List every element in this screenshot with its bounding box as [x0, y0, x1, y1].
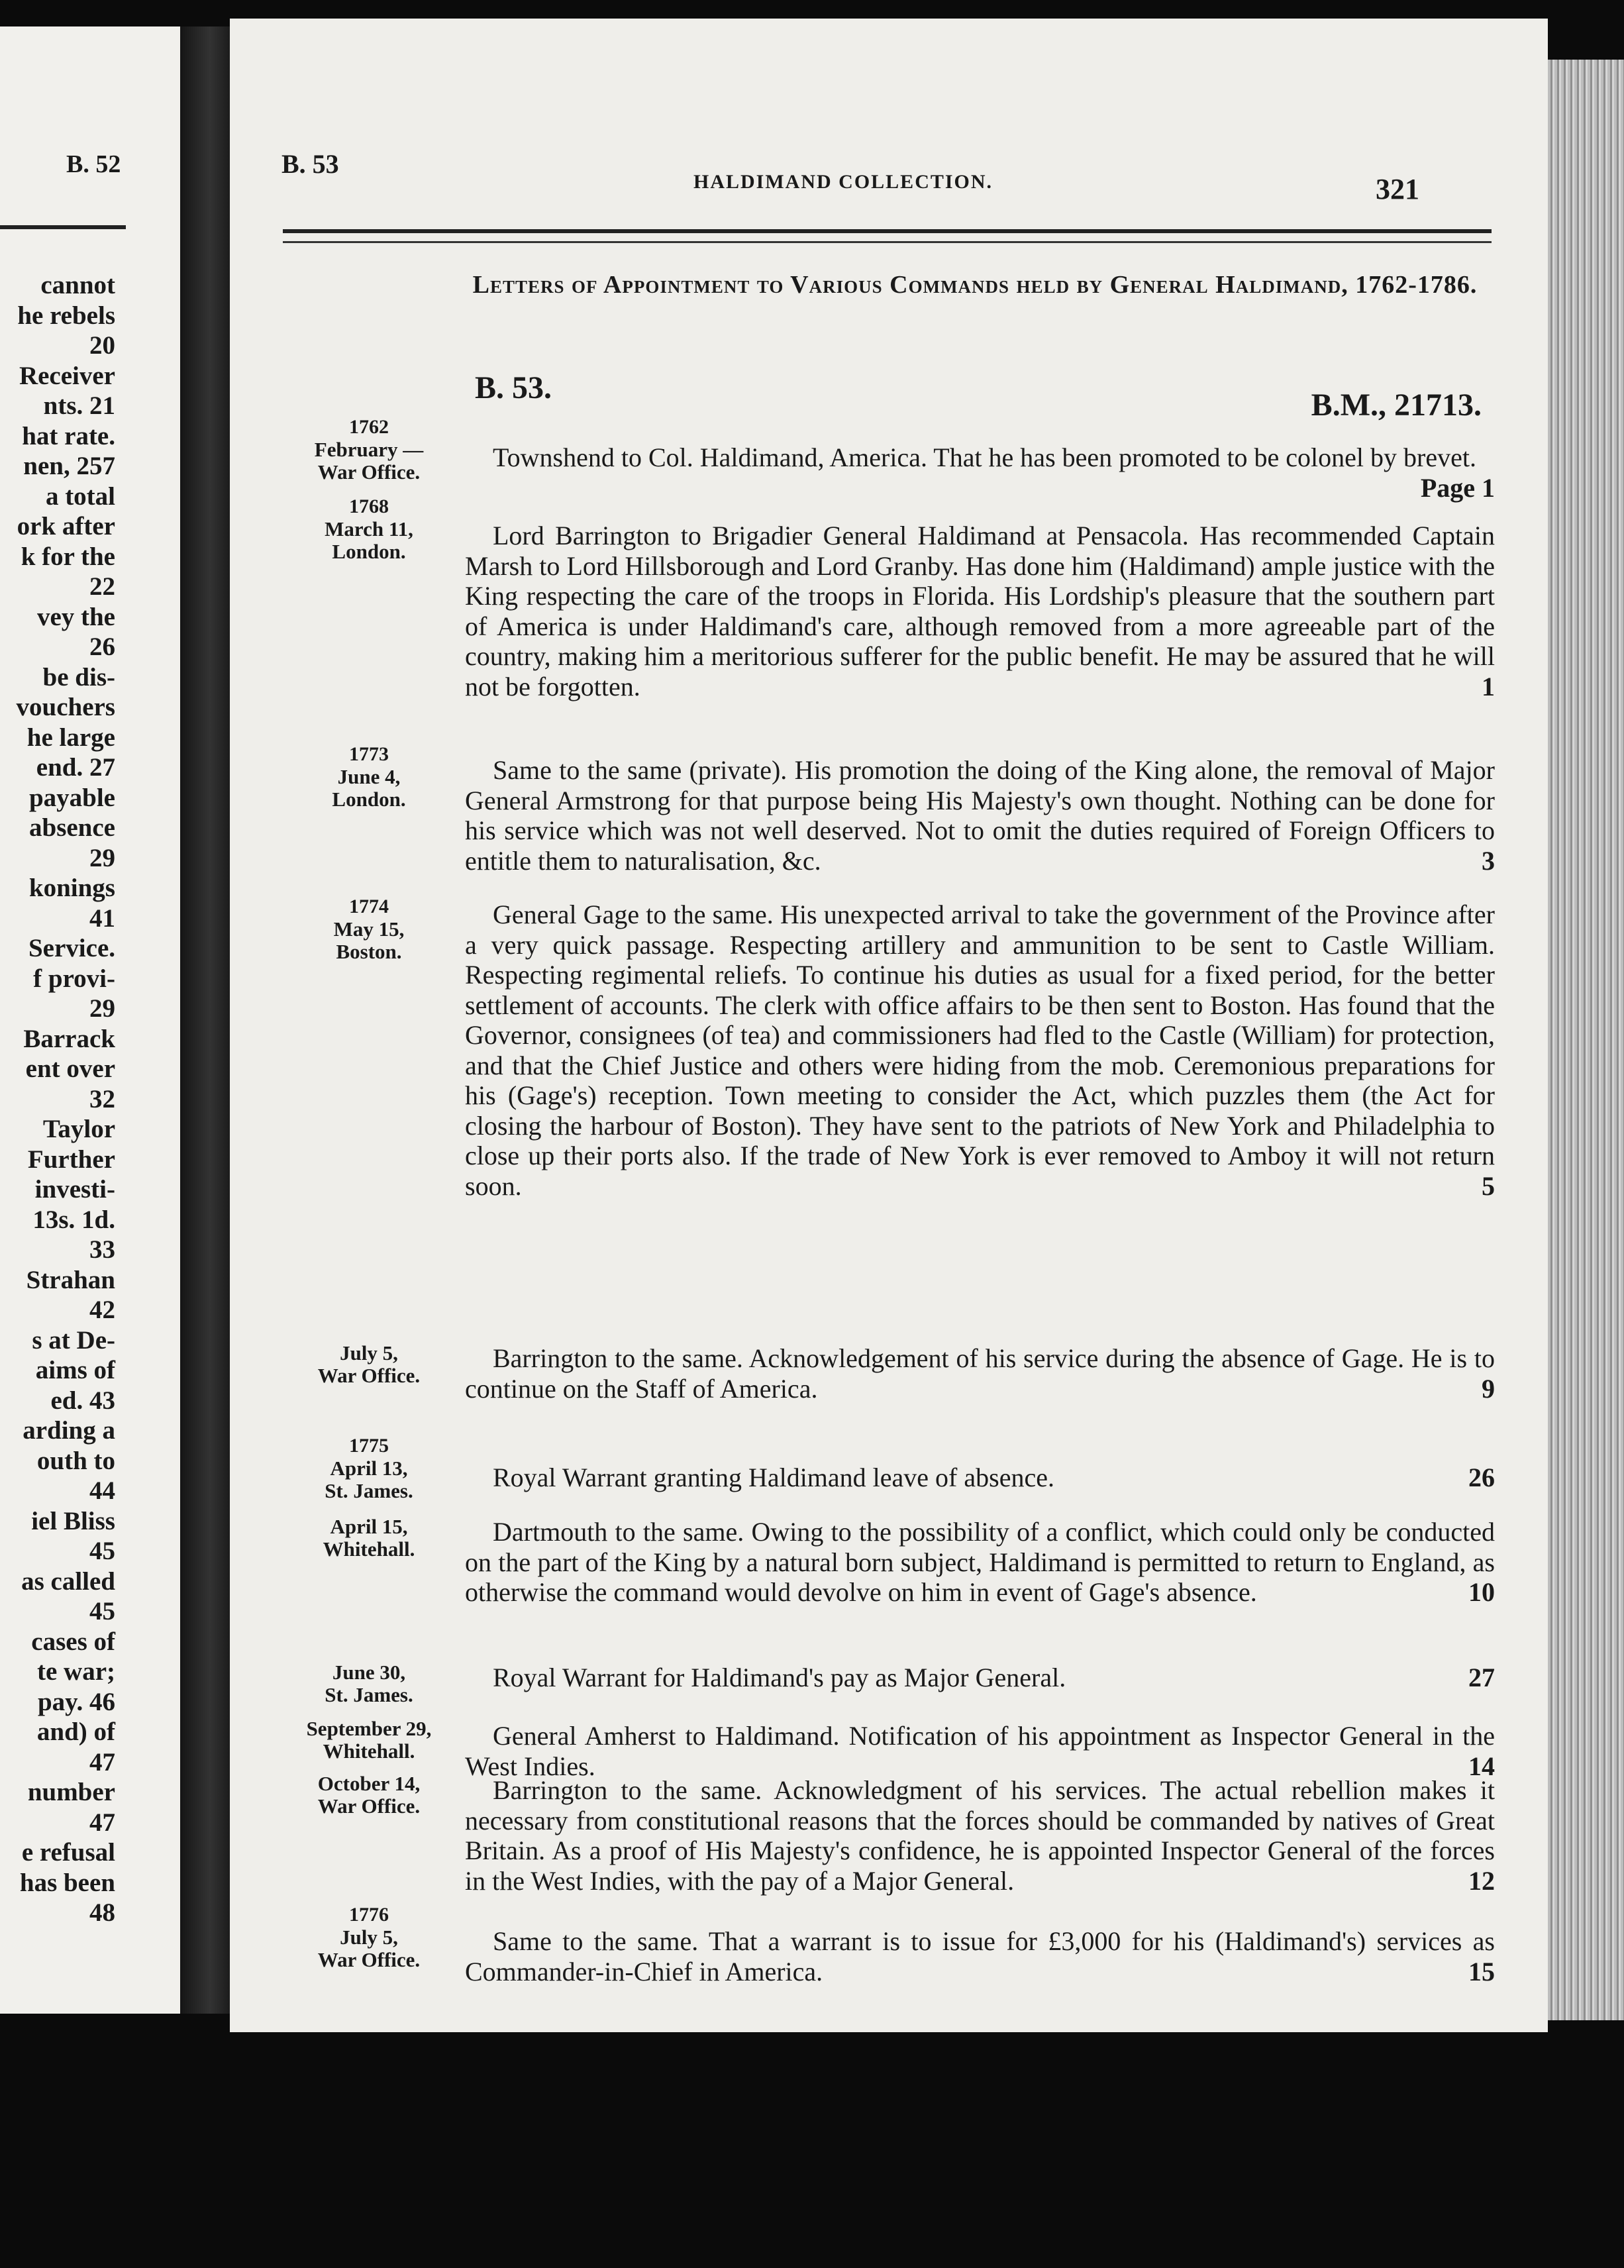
entry-place: St. James.	[325, 1683, 413, 1706]
previous-page-line: ent over	[25, 1055, 115, 1083]
previous-page-line: 42	[89, 1296, 115, 1324]
book-gutter	[180, 26, 230, 2014]
previous-page-line: absence	[29, 813, 115, 842]
entry-year: 1762	[349, 416, 389, 438]
entry-date-note	[270, 1661, 468, 1706]
entry-text: Townshend to Col. Haldimand, America. That he has been promoted to be colonel by brevet.	[493, 442, 1476, 472]
entry-page-ref: 5	[1482, 1170, 1495, 1201]
entry-place: War Office.	[317, 1794, 421, 1818]
entry-date-note	[270, 1342, 468, 1387]
previous-page-line: nts. 21	[43, 391, 115, 420]
entry-page-ref: 27	[1468, 1663, 1495, 1692]
previous-page-line: arding a	[23, 1416, 115, 1445]
entry-text: Royal Warrant for Haldimand's pay as Major General.	[493, 1663, 1066, 1692]
previous-page-line: 32	[89, 1084, 115, 1113]
entry-date-note	[270, 1773, 468, 1818]
previous-page-line: payable	[28, 783, 115, 812]
previous-page-line: Barrack	[23, 1024, 115, 1053]
previous-page-line: 48	[89, 1898, 115, 1927]
volume-id: B. 53.	[475, 370, 552, 405]
previous-page-header: B. 52	[66, 150, 121, 178]
entry-text-block	[465, 1926, 1495, 1986]
previous-page-line: 29	[89, 843, 115, 872]
previous-page-line: end. 27	[36, 753, 115, 782]
entry-page-ref: 9	[1482, 1373, 1495, 1404]
previous-page-line: konings	[28, 874, 115, 902]
previous-page-line: he large	[26, 723, 115, 752]
previous-page-line: 13s. 1d.	[32, 1205, 115, 1234]
previous-page-line: a total	[45, 482, 115, 511]
entry-date: April 13,	[330, 1457, 408, 1480]
previous-page-line: 20	[89, 331, 115, 360]
previous-page-line: 44	[89, 1476, 115, 1505]
book-page	[230, 19, 1548, 2032]
entry-date: September 29,	[306, 1717, 432, 1740]
entry-place: London.	[332, 788, 406, 811]
previous-page-line: ork after	[17, 512, 115, 541]
entry-date: February —	[314, 438, 424, 461]
entry-page-ref: 15	[1468, 1956, 1495, 1986]
page-stack-edge	[1548, 60, 1624, 2020]
previous-page-line: cases of	[31, 1627, 115, 1656]
entry-text-block	[465, 900, 1495, 1201]
entry-text-block	[465, 1463, 1495, 1493]
previous-page-line: he rebels	[17, 301, 115, 330]
volume-running-head: B. 53	[281, 149, 339, 179]
entry-text: General Amherst to Haldimand. Notification of his appointment as Inspector General in the West Indies.	[465, 1721, 1495, 1781]
previous-page-strip	[0, 26, 180, 2014]
previous-page-line: f provi-	[33, 964, 115, 993]
entry-place: London.	[332, 540, 406, 563]
previous-page-line: 33	[89, 1235, 115, 1264]
entry-text: Dartmouth to the same. Owing to the possibility of a conflict, which could only be conducted on the part of the King by a natural born subject, Haldimand is permitted to return to England, as otherwise the command would devolve on him in event of Gage's absence.	[465, 1517, 1495, 1607]
entry-place: Whitehall.	[323, 1537, 415, 1561]
previous-page-line: as called	[21, 1567, 115, 1596]
previous-page-line: be dis-	[42, 662, 115, 692]
entry-date: April 15,	[330, 1515, 408, 1538]
entry-year: 1773	[349, 743, 389, 765]
previous-page-line: has been	[19, 1868, 115, 1897]
previous-page-line: and) of	[36, 1718, 115, 1746]
previous-page-line: pay. 46	[37, 1687, 115, 1716]
previous-page-line: Further	[27, 1145, 115, 1174]
entry-date: March 11,	[325, 517, 413, 541]
previous-page-line: iel Bliss	[31, 1506, 115, 1535]
entry-page-ref: 10	[1468, 1577, 1495, 1607]
previous-page-line: aims of	[35, 1356, 115, 1384]
previous-page-line: 47	[89, 1747, 115, 1777]
previous-page-line: 47	[89, 1808, 115, 1837]
entry-text-block	[465, 755, 1495, 876]
previous-page-line: Receiver	[19, 361, 115, 390]
entry-text-block	[465, 1721, 1495, 1781]
entry-date-note	[270, 1904, 468, 1971]
previous-page-line: k for the	[21, 542, 115, 571]
entry-place: War Office.	[317, 460, 421, 484]
entry-date-note	[270, 1435, 468, 1502]
reference-id: B.M., 21713.	[1311, 387, 1482, 423]
entry-page-ref: 14	[1468, 1751, 1495, 1781]
entry-year: 1774	[349, 896, 389, 917]
previous-page-line: Service.	[28, 934, 115, 962]
previous-page-line: 41	[89, 903, 115, 933]
entry-year: 1768	[349, 495, 389, 517]
previous-page-line: outh to	[36, 1446, 115, 1475]
entry-date-note	[270, 416, 468, 484]
entry-page-ref: 3	[1482, 845, 1495, 876]
entry-text-block	[465, 442, 1495, 503]
entry-place: Boston.	[336, 940, 402, 963]
entry-date: July 5,	[340, 1341, 398, 1365]
previous-page-line: ed. 43	[50, 1386, 115, 1415]
header-rule-thick	[283, 229, 1492, 233]
entry-text: Royal Warrant granting Haldimand leave of absence.	[493, 1463, 1054, 1492]
previous-page-line: 45	[89, 1597, 115, 1625]
previous-page-line: te war;	[36, 1657, 115, 1686]
entry-text-block	[465, 1517, 1495, 1608]
page-number: 321	[1376, 173, 1419, 205]
previous-page-line: nen, 257	[23, 452, 115, 480]
previous-page-line: vey the	[36, 602, 115, 631]
previous-page-line: Strahan	[26, 1265, 115, 1294]
entry-date-note	[270, 1718, 468, 1763]
section-title: Letters of Appointment to Various Commands held by General Haldimand, 1762-1786.	[472, 271, 1478, 299]
entry-place: War Office.	[317, 1948, 421, 1971]
entry-date: June 4,	[337, 765, 401, 788]
entry-text: Barrington to the same. Acknowledgement of his service during the absence of Gage. He is to continue on the Staff of America.	[465, 1343, 1495, 1404]
previous-page-rule	[0, 225, 126, 229]
collection-running-head: HALDIMAND COLLECTION.	[693, 171, 993, 193]
previous-page-line: number	[27, 1778, 115, 1806]
previous-page-line: s at De-	[32, 1325, 115, 1355]
entry-year: 1775	[349, 1435, 389, 1457]
entry-text-block	[465, 1775, 1495, 1896]
previous-page-line: 22	[89, 572, 115, 601]
entry-page-ref: 26	[1468, 1463, 1495, 1492]
entry-date-note	[270, 743, 468, 811]
entry-date: July 5,	[340, 1926, 398, 1949]
entry-date: May 15,	[333, 917, 405, 941]
entry-text: Same to the same (private). His promotion the doing of the King alone, the removal of Major General Armstrong for that purpose being His Majesty's own thought. Nothing can be done for his service which was not well deserved. Not to omit the duties required of Foreign Officers to entitle them to naturalisation, &c.	[465, 755, 1495, 876]
entry-page-ref: 12	[1468, 1865, 1495, 1896]
entry-date-note	[270, 896, 468, 963]
entry-date: October 14,	[317, 1772, 421, 1795]
entry-text-block	[465, 1343, 1495, 1404]
previous-page-line: cannot	[40, 271, 115, 299]
previous-page-line: 26	[89, 633, 115, 661]
header-rule-thin	[283, 241, 1492, 243]
previous-page-line: vouchers	[16, 693, 115, 721]
entry-date: June 30,	[332, 1661, 406, 1684]
entry-text: General Gage to the same. His unexpected arrival to take the government of the Province after a very quick passage. Respecting artillery and ammunition to be sent to Castle William. Respecting regimental reliefs. To continue his duties as usual for a fixed period, for the better settlement of accounts. The clerk with office affairs to be then sent to Boston. Has found that the Governor, consignees (of tea) and commissioners had fled to the Castle (William) for protection, and that the Chief Justice and others were hiding from the mob. Ceremonious preparations for his (Gage's) reception. Town meeting to consider the Act, which puzzles them (the Act for closing the harbour of Boston). They have sent to the patriots of New York and Philadelphia to close up their ports also. If the trade of New York is ever removed to Amboy it will not return soon.	[465, 900, 1495, 1201]
entry-text: Lord Barrington to Brigadier General Haldimand at Pensacola. Has recommended Captain Marsh to Lord Hillsborough and Lord Granby. Has done him (Haldimand) ample justice with the King respecting the care of the troops in Florida. His Lordship's pleasure that the southern part of America is under Haldimand's care, although removed from a more agreeable part of the country, making him a meritorious sufferer for the public benefit. He may be assured that he will not be forgotten.	[465, 521, 1495, 701]
previous-page-line: Taylor	[42, 1115, 115, 1143]
entry-place: War Office.	[317, 1364, 421, 1387]
entry-place: Whitehall.	[323, 1739, 415, 1763]
previous-page-line: e refusal	[21, 1838, 115, 1867]
previous-page-line: 29	[89, 994, 115, 1023]
entry-text: Barrington to the same. Acknowledgment of his services. The actual rebellion makes it necessary from constitutional reasons that the forces should be commanded by natives of Great Britain. As a proof of His Majesty's confidence, he is appointed Inspector General of the forces in the West Indies, with the pay of a Major General.	[465, 1775, 1495, 1896]
previous-page-line: 45	[89, 1537, 115, 1565]
previous-page-line: hat rate.	[22, 421, 115, 450]
entry-date-note	[270, 495, 468, 563]
entry-place: St. James.	[325, 1479, 413, 1502]
entry-text-block	[465, 521, 1495, 701]
previous-page-text	[0, 270, 115, 1928]
entry-page-ref: Page 1	[1420, 472, 1495, 503]
entry-page-ref: 1	[1482, 671, 1495, 701]
entry-text: Same to the same. That a warrant is to issue for £3,000 for his (Haldimand's) services as Commander-in-Chief in America.	[465, 1926, 1495, 1986]
entry-date-note	[270, 1516, 468, 1561]
previous-page-line: investi-	[34, 1175, 115, 1204]
entry-text-block	[465, 1663, 1495, 1693]
entry-year: 1776	[349, 1904, 389, 1926]
